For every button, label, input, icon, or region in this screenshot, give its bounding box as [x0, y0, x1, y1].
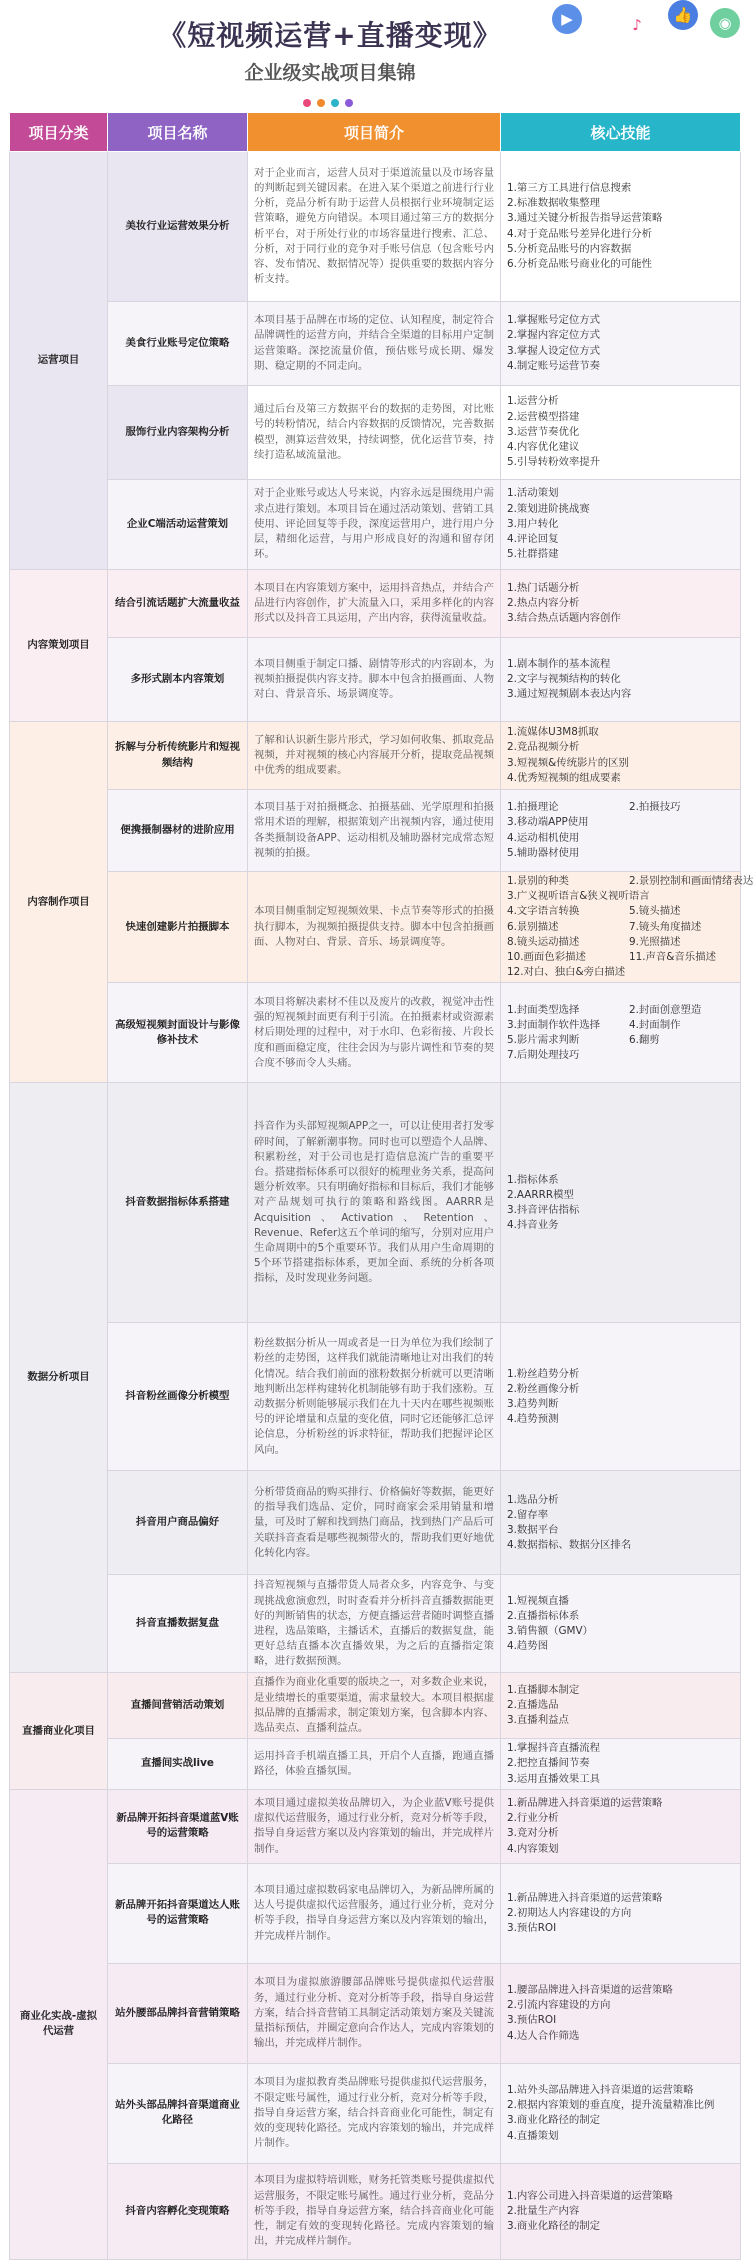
project-intro-cell: 本项目将解决素材不佳以及废片的改救，视觉冲击性强的短视频封面更有利于引流。在拍摄素材或资源素材后期处理的过程中，对于水印、色彩衔接、片段长度和画面稳定度，往往会因为与影片调性和节奏的契合度不够而令人头痛。 [248, 983, 501, 1083]
skill-item: 1.掌握账号定位方式 [507, 314, 601, 327]
table-row [10, 2163, 741, 2259]
skills-cell [501, 1471, 741, 1575]
project-intro-cell: 本项目在内容策划方案中，运用抖音热点，并结合产品进行内容创作，扩大流量入口，采用多样化的内容形式以及抖音工具运用，产出内容，获得流量收益。 [248, 570, 501, 638]
skill-item: 11.声音&音乐描述 [629, 951, 716, 964]
skill-item: 3.商业化路径的制定 [507, 2219, 601, 2232]
project-intro-cell: 对于企业而言，运营人员对于渠道流量以及市场容量的判断起到关键因素。在进入某个渠道之前进行行业分析，竞品分析有助于运营人员根据行业环境制定运营策略，避免方向错误。本项目通过第三方的数据分析平台，对于所处行业的市场容量进行搜索、汇总、分析，对于同行业的竞争对手账号信息（包含账号内容、发布情况、数据情况等）提供重要的数据内容分析支持。 [248, 152, 501, 302]
skill-item: 12.对白、独白&旁白描述 [507, 966, 626, 979]
table-row [10, 1323, 741, 1471]
skills-cell [501, 1575, 741, 1673]
skill-item: 3.销售额（GMV） [507, 1624, 593, 1637]
header-skills: 核心技能 [501, 113, 741, 152]
table-row [10, 790, 741, 872]
skill-item: 2.直播选品 [507, 1699, 559, 1712]
skill-item: 4.趋势图 [507, 1640, 549, 1653]
skill-item: 1.剧本制作的基本流程 [507, 657, 611, 670]
skills-cell [501, 1323, 741, 1471]
skill-item: 6.景别描述 [507, 920, 559, 933]
skill-item: 5.引导转粉效率提升 [507, 456, 601, 469]
skills-cell [501, 983, 741, 1083]
table-row [10, 1789, 741, 1863]
skill-item: 5.分析竞品账号的内容数据 [507, 242, 632, 255]
skill-item: 3.运营节奏优化 [507, 425, 580, 438]
table-row [10, 1575, 741, 1673]
table-row [10, 1673, 741, 1739]
project-intro-cell: 分析带货商品的购买排行、价格偏好等数据，能更好的指导我们选品、定价，同时商家会采用销量和增量，可及时了解和找到热门商品，找到热门产品后可关联抖音查看是哪些视频带火的，帮助我们更好地优化转化内容。 [248, 1471, 501, 1575]
skill-item: 4.数据指标、数据分区排名 [507, 1539, 632, 1552]
play-icon: ▶ [552, 4, 582, 34]
skill-pair [507, 889, 734, 904]
skill-item: 3.数据平台 [507, 1523, 559, 1536]
skill-item: 1.短视频直播 [507, 1594, 569, 1607]
skill-item: 5.镜头描述 [629, 905, 681, 918]
skill-item: 3.预估ROI [507, 2014, 557, 2027]
skill-item: 2.行业分析 [507, 1812, 559, 1825]
project-name-cell: 抖音内容孵化变现策略 [108, 2163, 248, 2259]
table-row [10, 570, 741, 638]
table-row [10, 386, 741, 480]
skill-item: 4.达人合作筛选 [507, 2029, 580, 2042]
skill-pair [507, 904, 734, 919]
skill-item: 9.光照描述 [629, 935, 681, 948]
project-intro-cell: 粉丝数据分析从一周或者是一日为单位为我们绘制了粉丝的走势图，这样我们就能清晰地让对出我们的转化情况。结合我们前面的涨粉数据分析就可以更清晰地判断出怎样构建转化机制能够有助于我们涨粉。互动数据分析则能够展示我们在九十天内在哪些视频账号的评论增量和点量的变化值，同时它还能够汇总评论信息，分析粉丝的诉求特征，帮助我们把握评论区风向。 [248, 1323, 501, 1471]
skill-item: 1.内容公司进入抖音渠道的运营策略 [507, 2189, 673, 2202]
skill-item: 3.用户转化 [507, 517, 559, 530]
skill-item: 4.评论回复 [507, 533, 559, 546]
skill-item: 1.选品分析 [507, 1493, 559, 1506]
project-intro-cell: 直播作为商业化重要的版块之一，对多数企业来说，是业绩增长的重要渠道，需求量较大。本项目根据虚拟品牌的直播需求，制定策划方案，包含脚本内容、选品卖点、直播利益点。 [248, 1673, 501, 1739]
skill-pair [507, 1048, 734, 1063]
project-intro-cell: 抖音作为头部短视频APP之一，可以让使用者打发零碎时间，了解新潮事物。同时也可以塑造个人品牌、积累粉丝，对于公司也是打造信息流广告的重要平台。搭建指标体系可以很好的梳理业务关系，提高问题分析效率。只有明确好指标和目标后，我们才能够对产品规划可执行的策略和路线图。AARRR是Acquisition、Activation、Retention、Revenue、Refer这五个单词的缩写，分别对应用户生命周期中的5个重要环节。我们从用户生命周期的5个环节搭建指标体系，更加全面、系统的分析各项指标，及时发现业务问题。 [248, 1083, 501, 1323]
skill-item: 1.封面类型选择 [507, 1003, 580, 1016]
project-name-cell: 便携摄制器材的进阶应用 [108, 790, 248, 872]
skill-item: 3.直播利益点 [507, 1714, 569, 1727]
skill-item: 4.封面制作 [629, 1018, 681, 1031]
table-row [10, 1471, 741, 1575]
header-intro: 项目简介 [248, 113, 501, 152]
project-name-cell: 美食行业账号定位策略 [108, 302, 248, 386]
skill-item: 1.第三方工具进行信息搜索 [507, 181, 632, 194]
skills-cell [501, 2063, 741, 2163]
skill-item: 1.新品牌进入抖音渠道的运营策略 [507, 1796, 663, 1809]
skill-item: 6.分析竞品账号商业化的可能性 [507, 257, 652, 270]
skills-cell [501, 570, 741, 638]
skill-item: 1.景别的种类 [507, 875, 569, 887]
skills-cell [501, 1739, 741, 1790]
table-row [10, 1863, 741, 1963]
skill-item: 5.社群搭建 [507, 548, 559, 561]
color-dot [331, 99, 339, 107]
project-intro-cell: 本项目通过虚拟美妆品牌切入，为企业蓝V账号提供虚拟代运营服务，通过行业分析，竞对分析等手段，指导自身运营方案以及内容策划的输出，并完成样片制作。 [248, 1789, 501, 1863]
skills-cell [501, 1963, 741, 2063]
table-row [10, 1739, 741, 1790]
skill-item: 2.拍摄技巧 [629, 801, 681, 814]
project-intro-cell: 本项目基于对拍摄概念、拍摄基础、光学原理和拍摄常用术语的理解，根据策划产出视频内容，通过使用各类摄制设备APP、运动相机及辅助器材完成常态短视频的拍摄。 [248, 790, 501, 872]
color-dot [303, 99, 311, 107]
project-name-cell: 快速创建影片拍摄脚本 [108, 872, 248, 983]
skills-cell [501, 872, 753, 983]
project-intro-cell: 运用抖音手机端直播工具，开启个人直播，跑通直播路径，体验直播氛围。 [248, 1739, 501, 1790]
skill-item: 1.活动策划 [507, 487, 559, 500]
project-intro-cell: 抖音短视频与直播带货人局者众多，内容竞争、与变现挑战愈演愈烈，时时查看并分析抖音直播数据能更好的判断销售的状态，方便直播运营者随时调整直播进程，选品策略，主播话术，直播后的数据复盘，能更好总结直播本次直播效果，为之后的直播指定策略，进行数据预测。 [248, 1575, 501, 1673]
project-intro-cell: 本项目基于品牌在市场的定位、认知程度，制定符合品牌调性的运营方向，并结合全渠道的目标用户定制运营策略。深挖流量价值，预估账号成长期、爆发期、稳定期的不同走向。 [248, 302, 501, 386]
skills-cell [501, 152, 741, 302]
skill-pair [507, 950, 734, 965]
skill-item: 4.内容策划 [507, 1842, 559, 1855]
category-cell: 内容制作项目 [10, 722, 108, 1083]
skills-cell [501, 1083, 741, 1323]
skills-cell [501, 1673, 741, 1739]
project-name-cell: 拆解与分析传统影片和短视频结构 [108, 722, 248, 790]
header-name: 项目名称 [108, 113, 248, 152]
skills-cell [501, 722, 741, 790]
skills-cell [501, 638, 741, 722]
project-name-cell: 新品牌开拓抖音渠道达人账号的运营策略 [108, 1863, 248, 1963]
skill-pair [507, 1033, 734, 1048]
table-row [10, 2063, 741, 2163]
skill-item: 1.热门话题分析 [507, 581, 580, 594]
skill-item: 2.竞品视频分析 [507, 741, 580, 754]
project-name-cell: 高级短视频封面设计与影像修补技术 [108, 983, 248, 1083]
skill-item: 1.指标体系 [507, 1173, 559, 1186]
skill-item: 4.对于竞品账号差异化进行分析 [507, 227, 652, 240]
skills-cell [501, 790, 741, 872]
project-name-cell: 服饰行业内容架构分析 [108, 386, 248, 480]
table-row [10, 480, 741, 570]
project-name-cell: 站外头部品牌抖音渠道商业化路径 [108, 2063, 248, 2163]
skill-item: 4.直播策划 [507, 2129, 559, 2142]
skill-item: 3.结合热点话题内容创作 [507, 612, 621, 625]
skill-item: 1.粉丝趋势分析 [507, 1367, 580, 1380]
skills-cell [501, 1863, 741, 1963]
skill-item: 1.腰部品牌进入抖音渠道的运营策略 [507, 1983, 673, 1996]
skill-item: 2.批量生产内容 [507, 2204, 580, 2217]
skill-item: 7.后期处理技巧 [507, 1049, 580, 1062]
projects-table [9, 112, 753, 2260]
skill-item: 1.运营分析 [507, 395, 559, 408]
skill-item: 5.辅助器材使用 [507, 846, 580, 859]
skills-cell [501, 302, 741, 386]
skill-pair [507, 920, 734, 935]
skill-item: 4.趋势预测 [507, 1413, 559, 1426]
category-cell: 内容策划项目 [10, 570, 108, 722]
skill-item: 2.AARRR模型 [507, 1188, 574, 1201]
skill-item: 2.直播指标体系 [507, 1609, 580, 1622]
skill-item: 4.抖音业务 [507, 1219, 559, 1232]
skill-pair [507, 874, 753, 889]
category-cell: 数据分析项目 [10, 1083, 108, 1673]
skill-item: 2.标准数据收集整理 [507, 197, 601, 210]
skill-item: 2.引流内容建设的方向 [507, 1999, 611, 2012]
table-row [10, 1963, 741, 2063]
skill-item: 4.文字语言转换 [507, 905, 580, 918]
project-name-cell: 直播间营销活动策划 [108, 1673, 248, 1739]
skill-item: 1.直播脚本制定 [507, 1684, 580, 1697]
skill-item: 3.预估ROI [507, 1921, 557, 1934]
project-name-cell: 企业C端活动运营策划 [108, 480, 248, 570]
project-intro-cell: 本项目为虚拟旅游腰部品牌账号提供虚拟代运营服务，通过行业分析、竞对分析等手段，指导自身运营方案，结合抖音营销工具制定活动策划方案及关键流量指标预估，并圈定意向合作达人，完成内容策划的输出，并完成样片制作。 [248, 1963, 501, 2063]
color-dot [317, 99, 325, 107]
skill-pair [507, 1003, 734, 1018]
skill-item: 2.景别控制和画面情绪表达 [629, 875, 753, 887]
project-intro-cell: 了解和认识新生影片形式，学习如何收集、抓取竞品视频，并对视频的核心内容展开分析，提取竞品视频中优秀的组成要素。 [248, 722, 501, 790]
skill-item: 10.画面色彩描述 [507, 951, 586, 964]
project-name-cell: 抖音数据指标体系搭建 [108, 1083, 248, 1323]
header-category: 项目分类 [10, 113, 108, 152]
skill-item: 6.翻剪 [629, 1033, 660, 1046]
table-row [10, 1083, 741, 1323]
skill-pair [507, 800, 734, 815]
skill-item: 3.掌握人设定位方式 [507, 344, 601, 357]
skill-item: 3.抖音评估指标 [507, 1203, 580, 1216]
wechat-icon: ◉ [710, 8, 740, 38]
project-name-cell: 抖音直播数据复盘 [108, 1575, 248, 1673]
skill-item: 4.内容优化建议 [507, 441, 580, 454]
skill-item: 2.留存率 [507, 1508, 549, 1521]
project-name-cell: 直播间实战live [108, 1739, 248, 1790]
project-name-cell: 抖音粉丝画像分析模型 [108, 1323, 248, 1471]
table-row [10, 302, 741, 386]
skill-item: 3.趋势判断 [507, 1397, 559, 1410]
skill-item: 3.竞对分析 [507, 1827, 559, 1840]
table-header-row [10, 113, 741, 152]
project-name-cell: 多形式剧本内容策划 [108, 638, 248, 722]
project-name-cell: 新品牌开拓抖音渠道蓝V账号的运营策略 [108, 1789, 248, 1863]
skill-item: 2.封面创意塑造 [629, 1003, 702, 1016]
table-row [10, 722, 741, 790]
skill-item: 3.运用直播效果工具 [507, 1772, 601, 1785]
header [0, 0, 749, 110]
skill-item: 3.封面制作软件选择 [507, 1018, 601, 1031]
color-dots [300, 92, 356, 111]
skill-item: 3.商业化路径的制定 [507, 2114, 601, 2127]
skill-item: 1.拍摄理论 [507, 801, 559, 814]
table-row [10, 152, 741, 302]
skill-item: 2.根据内容策划的垂直度，提升流量精准比例 [507, 2099, 715, 2112]
table-row [10, 872, 741, 983]
project-name-cell: 抖音用户商品偏好 [108, 1471, 248, 1575]
skill-item: 3.短视频&传统影片的区别 [507, 756, 629, 769]
skill-item: 4.优秀短视频的组成要素 [507, 771, 621, 784]
skills-cell [501, 1789, 741, 1863]
skill-item: 1.站外头部品牌进入抖音渠道的运营策略 [507, 2083, 694, 2096]
skill-item: 1.流媒体U3M8抓取 [507, 726, 599, 739]
skill-pair [507, 935, 734, 950]
skill-item: 2.文字与视频结构的转化 [507, 672, 621, 685]
project-intro-cell: 通过后台及第三方数据平台的数据的走势图，对比账号的转粉情况，结合内容数据的反馈情况，完善数据模型，测算运营效果，持续调整，优化运营节奏，持续打造私域流量池。 [248, 386, 501, 480]
skill-item: 1.掌握抖音直播流程 [507, 1742, 601, 1755]
project-intro-cell: 对于企业账号或达人号来说，内容永远是围绕用户需求点进行策划。本项目旨在通过活动策划、营销工具使用、评论回复等手段，深度运营用户，进行用户分层，精细化运营，与用户形成良好的沟通和留存闭环。 [248, 480, 501, 570]
skill-item: 4.运动相机使用 [507, 831, 580, 844]
skill-item: 2.把控直播间节奏 [507, 1757, 590, 1770]
skills-cell [501, 480, 741, 570]
skill-item: 2.策划进阶挑战赛 [507, 502, 590, 515]
skill-item: 7.镜头角度描述 [629, 920, 702, 933]
table-row [10, 983, 741, 1083]
skill-item: 2.粉丝画像分析 [507, 1382, 580, 1395]
project-name-cell: 美妆行业运营效果分析 [108, 152, 248, 302]
category-cell: 商业化实战-虚拟代运营 [10, 1789, 108, 2259]
skill-pair [507, 1018, 734, 1033]
tiktok-icon: ♪ [622, 10, 652, 40]
skill-item: 3.广义视听语言&狭义视听语言 [507, 890, 650, 903]
category-cell: 直播商业化项目 [10, 1673, 108, 1789]
project-intro-cell: 本项目为虚拟教育类品牌账号提供虚拟代运营服务，不限定账号属性，通过行业分析，竞对分析等手段，指导自身运营方案，结合抖音商业化可能性，制定有效的变现转化路径。完成内容策划的输出，并完成样片制作。 [248, 2063, 501, 2163]
project-intro-cell: 本项目侧重于制定口播、剧情等形式的内容剧本，为视频拍摄提供内容支持。脚本中包含拍摄画面、人物对白、背景音乐、场景调度等。 [248, 638, 501, 722]
skill-item: 2.初期达人内容建设的方向 [507, 1906, 632, 1919]
skill-item: 8.镜头运动描述 [507, 935, 580, 948]
project-intro-cell: 本项目为虚拟特培训账，财务托管类账号提供虚拟代运营服务，不限定账号属性。通过行业分析，竞品分析等手段，指导自身运营方案，结合抖音商业化可能性，制定有效的变现转化路径。完成内容策划的输出，并完成样片制作。 [248, 2163, 501, 2259]
skill-item: 5.影片需求判断 [507, 1033, 580, 1046]
project-name-cell: 结合引流话题扩大流量收益 [108, 570, 248, 638]
skill-item: 2.热点内容分析 [507, 596, 580, 609]
skills-cell [501, 386, 741, 480]
like-icon: 👍 [668, 0, 698, 30]
table-row [10, 638, 741, 722]
skill-item: 1.新品牌进入抖音渠道的运营策略 [507, 1891, 663, 1904]
page-title: 《短视频运营+直播变现》 [158, 19, 502, 52]
skill-item: 3.通过短视频剧本表达内容 [507, 688, 632, 701]
skill-item: 2.运营模型搭建 [507, 410, 580, 423]
skills-cell [501, 2163, 741, 2259]
project-intro-cell: 本项目侧重制定短视频效果、卡点节奏等形式的拍摄执行脚本，为视频拍摄提供支持。脚本中包含拍摄画面、人物对白、背景、音乐、场景调度等。 [248, 872, 501, 983]
category-cell: 运营项目 [10, 152, 108, 570]
skill-item: 2.掌握内容定位方式 [507, 329, 601, 342]
skill-item: 3.通过关键分析报告指导运营策略 [507, 212, 663, 225]
skill-item: 4.制定账号运营节奏 [507, 359, 601, 372]
project-name-cell: 站外腰部品牌抖音营销策略 [108, 1963, 248, 2063]
project-intro-cell: 本项目通过虚拟数码家电品牌切入，为新品牌所属的达人号提供虚拟代运营服务，通过行业分析，竞对分析等手段，指导自身运营方案以及内容策划的输出，并完成样片制作。 [248, 1863, 501, 1963]
color-dot [345, 99, 353, 107]
skill-pair [507, 965, 734, 980]
page-subtitle: 企业级实战项目集锦 [244, 62, 416, 84]
skill-item: 3.移动端APP使用 [507, 816, 589, 829]
